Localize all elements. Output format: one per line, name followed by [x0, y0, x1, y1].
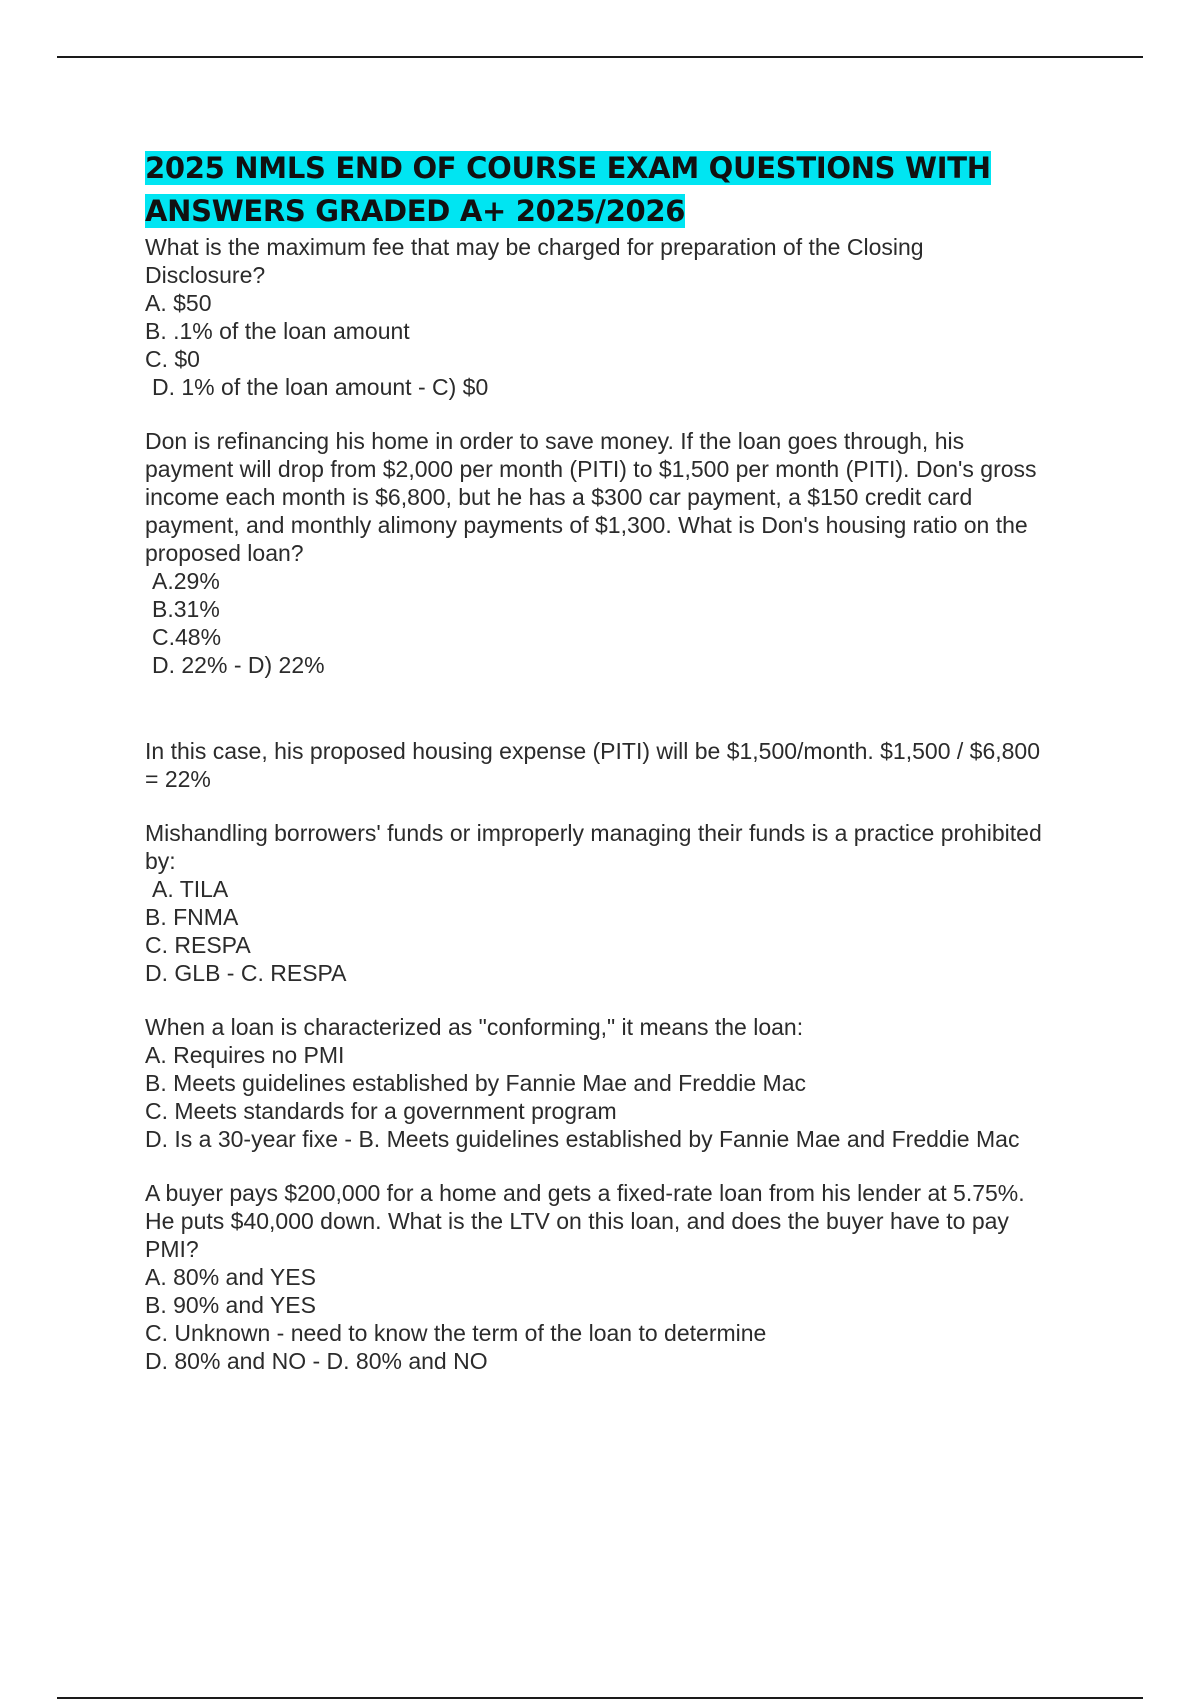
question-1 — [145, 233, 1095, 401]
document-body — [145, 147, 1095, 1375]
question-text-line: proposed loan? — [145, 540, 304, 566]
answer-option: B.31% — [152, 596, 220, 622]
question-text-line: He puts $40,000 down. What is the LTV on this loan, and does the buyer have to pay — [145, 1208, 1009, 1234]
question-text-line: When a loan is characterized as "conforming," it means the loan: — [145, 1014, 804, 1040]
answer-option: C. $0 — [145, 346, 200, 372]
question-5 — [145, 1179, 1095, 1375]
explanation-line: In this case, his proposed housing expense (PITI) will be $1,500/month. $1,500 / $6,800 — [145, 738, 1041, 764]
document-title-text: 2025 NMLS END OF COURSE EXAM QUESTIONS WITH ANSWERS GRADED A+ 2025/2026 — [145, 151, 991, 228]
question-text-line: payment, and monthly alimony payments of $1,300. What is Don's housing ratio on the — [145, 512, 1028, 538]
answer-option: A.29% — [152, 568, 220, 594]
question-text-line: Mishandling borrowers' funds or improperly managing their funds is a practice prohibited — [145, 820, 1042, 846]
top-rule — [57, 56, 1143, 58]
answer-option: C. RESPA — [145, 932, 251, 958]
answer-option: A. Requires no PMI — [145, 1042, 345, 1068]
answer-option: D. 22% - D) 22% — [152, 652, 325, 678]
answer-option: B. FNMA — [145, 904, 239, 930]
question-2 — [145, 427, 1095, 679]
question-text-line: income each month is $6,800, but he has a $300 car payment, a $150 credit card — [145, 484, 973, 510]
answer-option: D. 1% of the loan amount - C) $0 — [152, 374, 489, 400]
question-4 — [145, 1013, 1095, 1153]
question-text-line: payment will drop from $2,000 per month (PITI) to $1,500 per month (PITI). Don's gross — [145, 456, 1037, 482]
question-2-explanation — [145, 737, 1095, 793]
answer-option: A. $50 — [145, 290, 212, 316]
question-text-line: by: — [145, 848, 176, 874]
answer-option: B. 90% and YES — [145, 1292, 316, 1318]
answer-option: D. Is a 30-year fixe - B. Meets guidelines established by Fannie Mae and Freddie Mac — [145, 1126, 1020, 1152]
answer-option: D. GLB - C. RESPA — [145, 960, 347, 986]
question-text-line: PMI? — [145, 1236, 199, 1262]
question-text-line: A buyer pays $200,000 for a home and gets a fixed-rate loan from his lender at 5.75%. — [145, 1180, 1025, 1206]
question-text-line: Don is refinancing his home in order to save money. If the loan goes through, his — [145, 428, 965, 454]
bottom-rule — [57, 1697, 1143, 1699]
answer-option: B. Meets guidelines established by Fannie Mae and Freddie Mac — [145, 1070, 806, 1096]
document-title — [145, 147, 1095, 233]
question-text-line: What is the maximum fee that may be charged for preparation of the Closing — [145, 234, 924, 260]
answer-option: A. TILA — [152, 876, 229, 902]
answer-option: C.48% — [152, 624, 222, 650]
answer-option: A. 80% and YES — [145, 1264, 316, 1290]
answer-option: B. .1% of the loan amount — [145, 318, 410, 344]
explanation-line: = 22% — [145, 766, 211, 792]
answer-option: D. 80% and NO - D. 80% and NO — [145, 1348, 488, 1374]
answer-option: C. Unknown - need to know the term of the loan to determine — [145, 1320, 767, 1346]
answer-option: C. Meets standards for a government program — [145, 1098, 617, 1124]
question-text-line: Disclosure? — [145, 262, 266, 288]
question-3 — [145, 819, 1095, 987]
